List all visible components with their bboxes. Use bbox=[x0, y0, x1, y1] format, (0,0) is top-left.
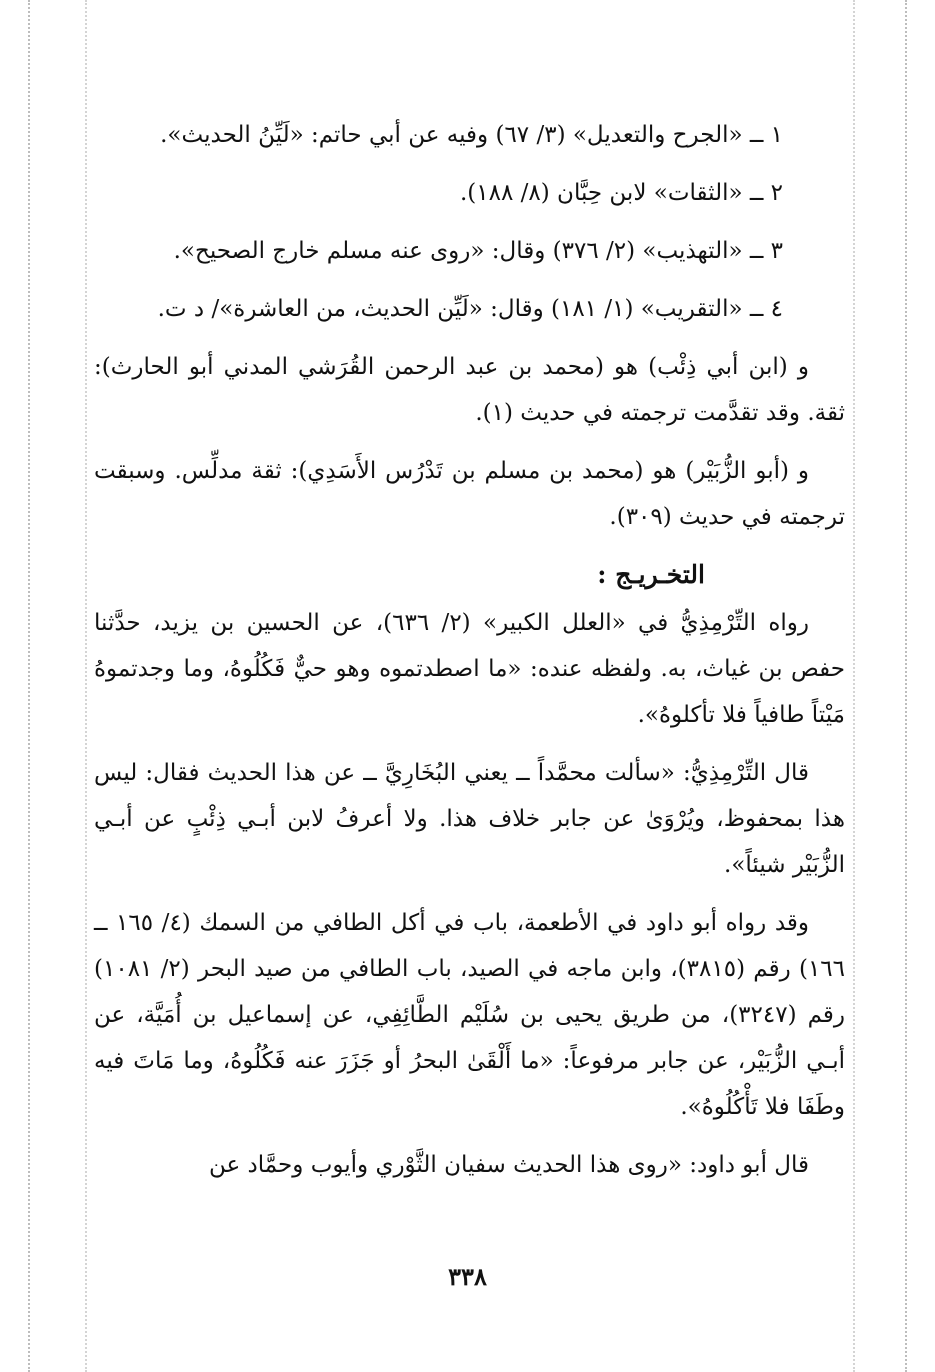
reference-line-2: ٢ ــ «الثقات» لابن حِبَّان (٨/ ١٨٨). bbox=[459, 180, 783, 206]
margin-guide-right-inner bbox=[853, 0, 855, 1372]
narrator-paragraph-abu-zubayr: و (أبو الزُّبَيْر) هو (محمد بن مسلم بن تَدْرُس الأَسَدِي): ثقة مدلِّس. وسبقت ترجمته في حديث (٣٠٩). bbox=[94, 458, 845, 530]
takhrij-paragraph-3: وقد رواه أبو داود في الأطعمة، باب في أكل الطافي من السمك (٤/ ١٦٥ ــ ١٦٦) رقم (٣٨١٥)، وابن ماجه في الصيد، باب الطافي من صيد البحر (٢/ ١٠٨١) رقم (٣٢٤٧)، من طريق يحيى بن سُلَيْم الطَّائِفِي، عن إسماعيل بن أُمَيَّة، عن أبـي الزُّبَيْر، عن جابر مرفوعاً: «ما أَلْقَىٰ البحرُ أو جَزَرَ عنه فَكُلُوهُ، وما مَاتَ فيه وطَفَا فلا تَأْكُلُوهُ». bbox=[94, 910, 845, 1120]
page-body bbox=[94, 112, 845, 1200]
margin-guide-left-outer bbox=[28, 0, 30, 1372]
page-number: ٣٣٨ bbox=[448, 1262, 487, 1291]
reference-line-3: ٣ ــ «التهذيب» (٢/ ٣٧٦) وقال: «روى عنه مسلم خارج الصحيح». bbox=[173, 238, 783, 264]
takhrij-heading: التخـريـج : bbox=[597, 560, 705, 589]
takhrij-paragraph-4: قال أبو داود: «روى هذا الحديث سفيان الثَّوْري وأيوب وحمَّاد عن bbox=[208, 1152, 809, 1178]
takhrij-paragraph-1: رواه التِّرْمِذِيُّ في «العلل الكبير» (٢/ ٦٣٦)، عن الحسين بن يزيد، حدَّثنا حفص بن غياث، به. ولفظه عنده: «ما اصطدتموه وهو حيٌّ فَكُلُوهُ، وما وجدتموهُ مَيْتاً طافياً فلا تأكلوهُ». bbox=[94, 610, 845, 728]
takhrij-paragraph-2: قال التِّرْمِذِيُّ: «سألت محمَّداً ــ يعني البُخَارِيَّ ــ عن هذا الحديث فقال: ليس هذا بمحفوظ، ويُرْوَىٰ عن جابر خلاف هذا. ولا أعرفُ لابن أبـي ذِئْبٍ عن أبـي الزُّبَيْر شيئاً». bbox=[94, 760, 845, 878]
margin-guide-left-inner bbox=[85, 0, 87, 1372]
reference-line-1: ١ ــ «الجرح والتعديل» (٣/ ٦٧) وفيه عن أبي حاتم: «لَيِّنُ الحديث». bbox=[160, 122, 783, 148]
margin-guide-right-outer bbox=[905, 0, 907, 1372]
reference-line-4: ٤ ــ «التقريب» (١/ ١٨١) وقال: «لَيِّن الحديث، من العاشرة»/ د ت. bbox=[157, 296, 783, 322]
narrator-paragraph-ibn-abi-dhib: و (ابن أبي ذِئْب) هو (محمد بن عبد الرحمن القُرَشي المدني أبو الحارث): ثقة. وقد تقدَّمت ترجمته في حديث (١). bbox=[94, 354, 845, 426]
